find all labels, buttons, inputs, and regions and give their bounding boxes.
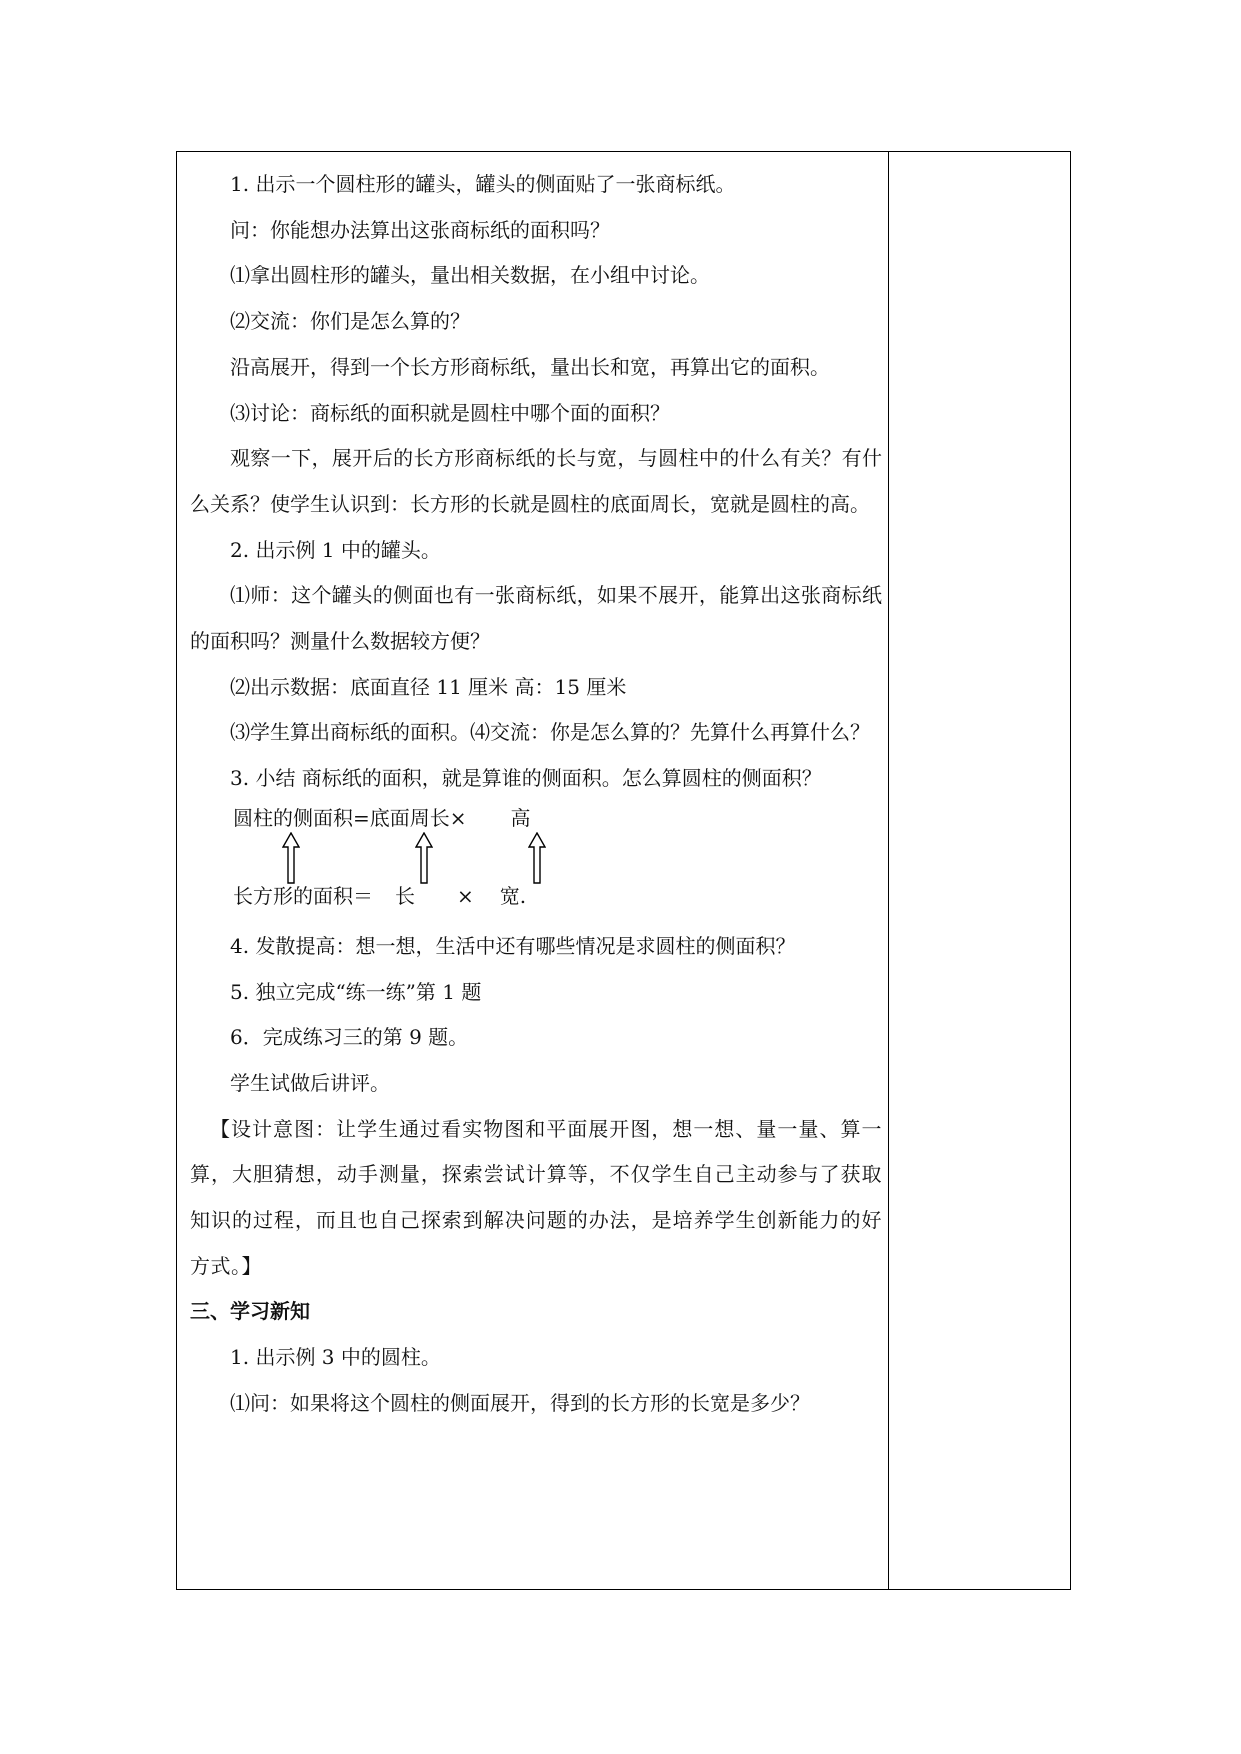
rectangle-formula-label: 长方形的面积＝ (233, 883, 373, 908)
area-formula (190, 802, 882, 924)
lesson-content (190, 162, 882, 1427)
paragraph: 学生试做后讲评。 (230, 1070, 390, 1095)
paragraph: ⑴拿出圆柱形的罐头，量出相关数据，在小组中讨论。 (230, 263, 710, 288)
up-arrow-icon (528, 832, 546, 884)
paragraph: 观察一下，展开后的长方形商标纸的长与宽，与圆柱中的什么有关？有什么关系？使学生认识到：长方形的长就是圆柱的底面周长，宽就是圆柱的高。 (190, 446, 882, 516)
paragraph: 1. 出示例 3 中的圆柱。 (230, 1345, 441, 1370)
times-sign: × (457, 883, 474, 908)
rectangle-width: 宽. (499, 883, 527, 908)
paragraph: ⑵交流：你们是怎么算的？ (230, 309, 470, 334)
design-intent: 【设计意图：让学生通过看实物图和平面展开图，想一想、量一量、算一算，大胆猜想，动手测量，探索尝试计算等，不仅学生自己主动参与了获取知识的过程，而且也自己探索到解决问题的办法，是培养学生创新能力的好方式。】 (190, 1116, 882, 1278)
cylinder-formula-left: 圆柱的侧面积=底面周长× (233, 805, 467, 830)
rectangle-length: 长 (395, 883, 415, 908)
paragraph: 沿高展开，得到一个长方形商标纸，量出长和宽，再算出它的面积。 (230, 354, 830, 379)
paragraph: 3. 小结 商标纸的面积，就是算谁的侧面积。怎么算圆柱的侧面积？ (230, 766, 822, 791)
paragraph: ⑶学生算出商标纸的面积。⑷交流：你是怎么算的？先算什么再算什么？ (230, 720, 870, 745)
paragraph: ⑴问：如果将这个圆柱的侧面展开，得到的长方形的长宽是多少？ (230, 1390, 810, 1415)
paragraph: ⑶讨论：商标纸的面积就是圆柱中哪个面的面积？ (230, 400, 670, 425)
rectangle-formula (233, 874, 526, 920)
column-divider (888, 151, 889, 1590)
paragraph: ⑴师：这个罐头的侧面也有一张商标纸，如果不展开，能算出这张商标纸的面积吗？测量什么数据较方便？ (190, 583, 882, 654)
paragraph: 问：你能想办法算出这张商标纸的面积吗？ (230, 217, 610, 242)
paragraph: ⑵出示数据：底面直径 11 厘米 高：15 厘米 (230, 674, 627, 699)
cylinder-formula-height: 高 (510, 805, 531, 830)
paragraph: 4. 发散提高：想一想，生活中还有哪些情况是求圆柱的侧面积？ (230, 933, 796, 958)
paragraph: 2. 出示例 1 中的罐头。 (230, 537, 441, 562)
paragraph: 5. 独立完成“练一练”第 1 题 (230, 979, 482, 1004)
paragraph: 6．完成练习三的第 9 题。 (230, 1025, 469, 1050)
cylinder-formula (233, 796, 531, 842)
section-heading: 三、学习新知 (190, 1299, 310, 1324)
paragraph: 1. 出示一个圆柱形的罐头，罐头的侧面贴了一张商标纸。 (230, 172, 736, 196)
